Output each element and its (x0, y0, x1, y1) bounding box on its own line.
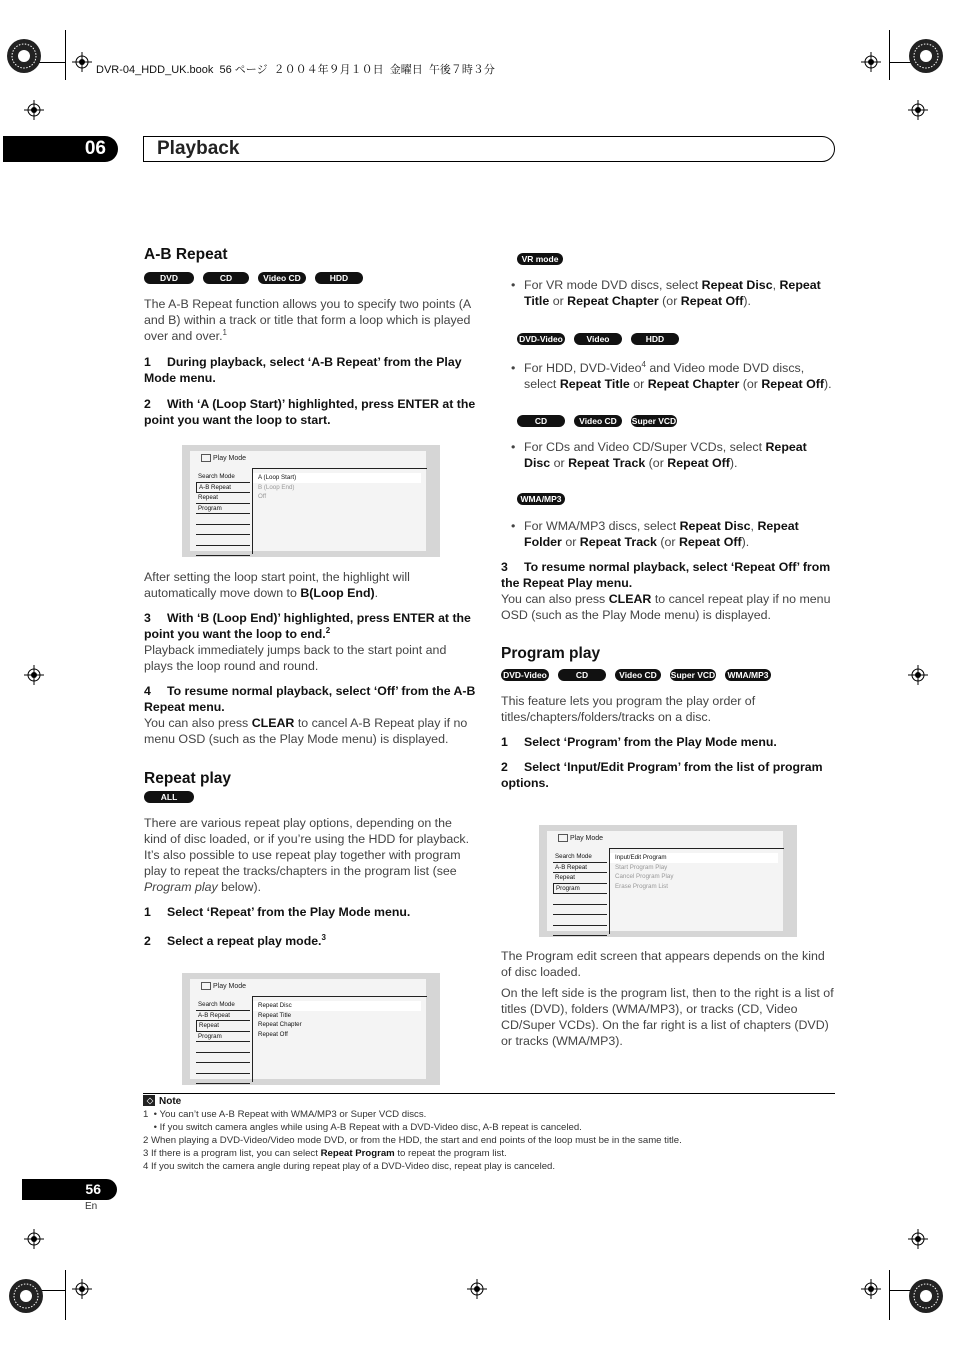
disc-tag: WMA/MP3 (517, 493, 565, 505)
osd-option[interactable]: Cancel Program Play (615, 873, 674, 880)
program-para-2: On the left side is the program list, then to the right is a list of titles (DVD), folders (WMA/MP3), or tracks (CD, Video CD/Super VCDs). On the far right is a list of chapters (DVD) or tracks (WMA/MP3). (501, 986, 834, 1048)
osd-menu-item[interactable]: Repeat (553, 873, 607, 884)
disc-tag: Video CD (574, 415, 622, 427)
ab-repeat-intro: The A-B Repeat function allows you to specify two points (A and B) within a track or title that form a loop which is played over and over.$^1$ (144, 297, 471, 343)
program-step-2: 2 Select ‘Input/Edit Program’ from the list of program options. (501, 760, 823, 790)
osd-program (539, 825, 797, 937)
vr-tags (501, 253, 835, 267)
note-1a: 1 • You can’t use A-B Repeat with WMA/MP3 or Super VCD discs. (143, 1109, 427, 1120)
osd-option[interactable]: A (Loop Start) (253, 473, 421, 483)
disc-tag: CD (558, 669, 606, 681)
disc-tag: Video CD (615, 669, 661, 681)
note-divider (143, 1093, 835, 1094)
cd-tags (501, 415, 835, 429)
sunburst-mark-tr (908, 38, 944, 74)
osd-options-panel (609, 848, 784, 934)
osd-option[interactable]: Repeat Off (258, 1030, 288, 1038)
note-2: 2 When playing a DVD-Video/Video mode DVD, or from the HDD, the start and end points of the loop must be in the same title. (143, 1135, 682, 1146)
note-icon (143, 1095, 155, 1106)
osd-menu-item[interactable]: Repeat (196, 1021, 250, 1032)
osd-menu-item[interactable]: A-B Repeat (553, 863, 607, 874)
osd-option[interactable]: Off (258, 493, 267, 500)
osd-options-panel (252, 996, 427, 1082)
notes (143, 1095, 682, 1173)
osd-menu-item[interactable]: Program (196, 1032, 250, 1043)
ab-step-1: 1 During playback, select ‘A-B Repeat’ from the Play Mode menu. (144, 355, 462, 385)
repeat-step-3: 3 To resume normal playback, select ‘Repeat Off’ from the Repeat Play menu. (501, 560, 831, 590)
osd-menu-item[interactable]: A-B Repeat (196, 483, 250, 494)
osd-ab-repeat (182, 445, 440, 557)
crosshair-mark (24, 665, 44, 685)
crosshair-mark (861, 1279, 881, 1299)
osd-title: Play Mode (558, 834, 603, 842)
crosshair-mark (861, 52, 881, 72)
osd-title: Play Mode (201, 982, 246, 990)
osd-title: Play Mode (201, 454, 246, 462)
chapter-title: Playback (143, 136, 835, 162)
osd-option[interactable]: Repeat Disc (253, 1001, 421, 1011)
repeat-step-3-body: You can also press CLEAR to cancel repeat play if no menu OSD (such as the Play Mode menu) is displayed. (501, 592, 831, 622)
crosshair-mark (24, 1229, 44, 1249)
osd-menu-item[interactable]: A-B Repeat (196, 1011, 250, 1022)
wma-tags (501, 493, 835, 507)
disc-tag: Video mode (574, 333, 622, 345)
ab-repeat-tags (144, 272, 477, 286)
osd-menu-item[interactable]: Repeat (196, 493, 250, 504)
left-column (144, 245, 477, 428)
disc-tag: DVD-Video (501, 669, 549, 681)
osd-option[interactable]: Repeat Chapter (258, 1021, 302, 1028)
program-play-heading: Program play (501, 645, 601, 662)
osd-repeat (182, 973, 440, 1085)
repeat-option-video: • For HDD, DVD-Video$^4$ and Video mode DVD discs, select Repeat Title or Repeat Chapter (or Repeat Off). (501, 360, 835, 392)
crosshair-mark (908, 1229, 928, 1249)
page-language: En (85, 1201, 98, 1212)
disc-tag: CD (203, 272, 249, 284)
osd-menu-item[interactable]: Program (553, 884, 607, 895)
ab-after-start: After setting the loop start point, the highlight will automatically move down to B(Loop End). (144, 570, 410, 600)
repeat-play-heading: Repeat play (144, 770, 232, 787)
disc-tag: DVD (144, 272, 194, 284)
crosshair-mark (908, 100, 928, 120)
disc-tag: Video CD (258, 272, 306, 284)
ab-step-3-body: Playback immediately jumps back to the start point and plays the loop round and round. (144, 643, 447, 673)
program-para-1: The Program edit screen that appears depends on the kind of disc loaded. (501, 949, 825, 979)
crosshair-mark (72, 52, 92, 72)
ab-step-4: 4 To resume normal playback, select ‘Off’ from the A-B Repeat menu. (144, 684, 476, 714)
note-4: 4 If you switch the camera angle during repeat play of a DVD-Video disc, repeat play is canceled. (143, 1161, 556, 1172)
disc-tag: VR mode (517, 253, 563, 265)
disc-tag: WMA/MP3 (725, 669, 771, 681)
play-mode-icon (201, 982, 211, 990)
note-1b: • If you switch camera angles while using A-B Repeat with a DVD-Video disc, A-B repeat is canceled. (143, 1122, 582, 1133)
program-play-intro: This feature lets you program the play order of titles/chapters/folders/tracks on a disc. (501, 694, 756, 724)
crosshair-mark (72, 1279, 92, 1299)
note-3: 3 If there is a program list, you can select Repeat Program to repeat the program list. (143, 1148, 507, 1159)
osd-menu (196, 1000, 250, 1084)
repeat-step-1: 1 Select ‘Repeat’ from the Play Mode menu. (144, 905, 411, 919)
osd-menu-item[interactable]: Program (196, 504, 250, 515)
sunburst-mark-br (908, 1278, 944, 1314)
note-heading: Note (143, 1095, 682, 1108)
osd-menu (553, 852, 607, 936)
osd-option[interactable]: B (Loop End) (258, 483, 295, 491)
ab-repeat-heading: A-B Repeat (144, 246, 228, 263)
disc-tag: HDD (315, 272, 363, 284)
disc-tag: CD (517, 415, 565, 427)
repeat-step-2: 2 Select a repeat play mode.$^3$ (144, 932, 326, 948)
osd-option[interactable]: Repeat Title (258, 1011, 292, 1019)
osd-menu (196, 472, 250, 556)
crosshair-mark (467, 1279, 487, 1299)
sunburst-mark-bl (8, 1278, 44, 1314)
crosshair-mark (908, 665, 928, 685)
play-mode-icon (201, 454, 211, 462)
sunburst-mark-tl (6, 38, 42, 74)
disc-tag: DVD-Video (517, 333, 565, 345)
osd-menu-item[interactable]: Search Mode (196, 472, 250, 483)
repeat-option-cd: • For CDs and Video CD/Super VCDs, select Repeat Disc or Repeat Track (or Repeat Off). (501, 439, 835, 471)
page-number: 56 (22, 1179, 117, 1200)
right-column (501, 253, 835, 791)
disc-tag: Super VCD (631, 416, 677, 426)
osd-menu-item[interactable]: Search Mode (196, 1000, 250, 1011)
repeat-play-tags (144, 791, 477, 805)
osd-menu-item[interactable]: Search Mode (553, 852, 607, 863)
disc-tag: HDD (631, 333, 679, 345)
ab-step-4-body: You can also press CLEAR to cancel A-B Repeat play if no menu OSD (such as the Play Mode menu) is displayed. (144, 716, 468, 746)
osd-option[interactable]: Input/Edit Program (610, 853, 778, 863)
osd-option[interactable]: Erase Program List (615, 882, 668, 890)
book-header: DVR-04_HDD_UK.book 56 ページ ２００４年９月１０日 金曜日 午後７時３分 (96, 64, 495, 76)
chapter-number: 06 (3, 136, 118, 162)
repeat-play-intro: There are various repeat play options, depending on the kind of disc loaded, or if you’re using the HDD for playback. It’s also possible to use repeat play together with program play to repeat the tracks/chapters in the program list (see Program play below). (144, 816, 470, 894)
osd-option[interactable]: Start Program Play (615, 863, 668, 871)
video-tags (501, 333, 835, 356)
left-column-2 (144, 569, 477, 949)
right-column-2 (501, 948, 835, 1049)
repeat-option-vr: • For VR mode DVD discs, select Repeat Disc, Repeat Title or Repeat Chapter (or Repeat Off). (501, 277, 835, 309)
repeat-option-wma: • For WMA/MP3 discs, select Repeat Disc, Repeat Folder or Repeat Track (or Repeat Off). (501, 518, 835, 550)
ab-step-3: 3 With ‘B (Loop End)’ highlighted, press ENTER at the point you want the loop to end.$^2$ (144, 611, 471, 641)
osd-options-panel (252, 468, 427, 554)
play-mode-icon (558, 834, 568, 842)
ab-step-2: 2 With ‘A (Loop Start)’ highlighted, press ENTER at the point you want the loop to start. (144, 397, 476, 427)
program-step-1: 1 Select ‘Program’ from the Play Mode menu. (501, 735, 777, 749)
disc-tag: Super VCD (670, 670, 716, 680)
crosshair-mark (24, 100, 44, 120)
disc-tag: ALL (144, 791, 194, 803)
program-play-tags (501, 669, 835, 683)
